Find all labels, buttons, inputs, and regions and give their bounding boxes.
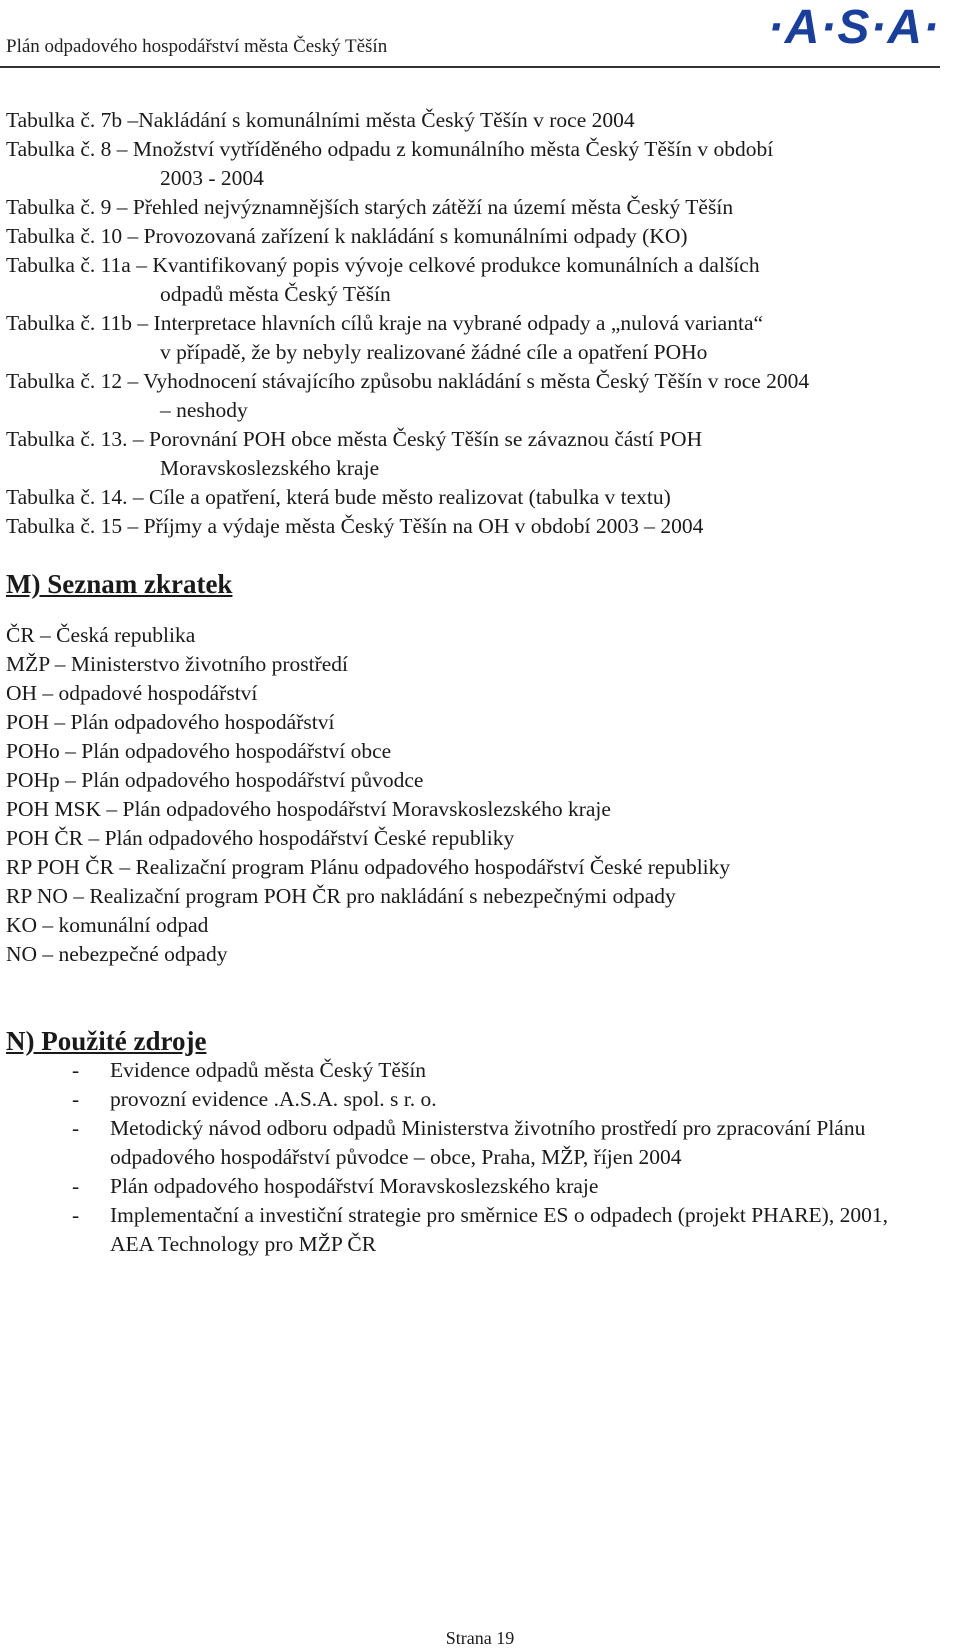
table-list-continuation: – neshody	[160, 398, 248, 422]
source-item	[6, 1201, 946, 1259]
source-item	[6, 1056, 946, 1085]
page-number: Strana 19	[445, 1628, 515, 1648]
table-list-item	[6, 425, 946, 483]
sources-heading: N) Použité zdroje	[6, 1026, 207, 1056]
abbreviation-item: ČR – Česká republika	[6, 623, 196, 647]
table-list-item	[6, 309, 946, 367]
table-list-continuation: odpadů města Český Těšín	[160, 282, 391, 306]
sources-list	[6, 1056, 946, 1259]
table-list-item	[6, 222, 946, 251]
header-divider	[0, 66, 940, 68]
table-list-item	[6, 135, 946, 193]
list-dash: -	[72, 1058, 80, 1082]
table-list-item	[6, 106, 946, 135]
abbreviation-item: KO – komunální odpad	[6, 913, 209, 937]
table-list-label: Tabulka č. 12 – Vyhodnocení stávajícího způsobu nakládání s města Český Těšín v roce 2004	[6, 369, 810, 393]
list-dash: -	[72, 1087, 80, 1111]
abbreviations-heading: M) Seznam zkratek	[6, 569, 233, 599]
source-text: Plán odpadového hospodářství Moravskoslezského kraje	[110, 1174, 599, 1198]
abbreviations-list	[6, 621, 946, 969]
table-list-label: Tabulka č. 14. – Cíle a opatření, která bude město realizovat (tabulka v textu)	[6, 485, 671, 509]
table-list-label: Tabulka č. 9 – Přehled nejvýznamnějších starých zátěží na území města Český Těšín	[6, 195, 734, 219]
table-list-item	[6, 251, 946, 309]
abbreviation-item: POH ČR – Plán odpadového hospodářství České republiky	[6, 826, 515, 850]
page-content	[6, 106, 946, 1259]
table-list-label: Tabulka č. 11b – Interpretace hlavních cílů kraje na vybrané odpady a „nulová varianta“	[6, 311, 764, 335]
table-list-label: Tabulka č. 8 – Množství vytříděného odpadu z komunálního města Český Těšín v období	[6, 137, 774, 161]
table-list-item	[6, 193, 946, 222]
abbreviation-item: RP POH ČR – Realizační program Plánu odpadového hospodářství České republiky	[6, 855, 731, 879]
table-list-label: Tabulka č. 13. – Porovnání POH obce města Český Těšín se závaznou částí POH	[6, 427, 703, 451]
abbreviation-item: POH – Plán odpadového hospodářství	[6, 710, 335, 734]
source-text: Metodický návod odboru odpadů Ministerstva životního prostředí pro zpracování Plánu odpadového hospodářství původce – obce, Praha, MŽP, říjen 2004	[110, 1116, 866, 1169]
table-list-item	[6, 483, 946, 512]
asa-logo: ·A·S·A·	[767, 1, 940, 54]
source-text: Implementační a investiční strategie pro směrnice ES o odpadech (projekt PHARE), 2001, AEA Technology pro MŽP ČR	[110, 1203, 888, 1256]
source-item	[6, 1114, 946, 1172]
source-item	[6, 1085, 946, 1114]
abbreviation-item: POH MSK – Plán odpadového hospodářství Moravskoslezského kraje	[6, 797, 611, 821]
table-list-continuation: v případě, že by nebyly realizované žádné cíle a opatření POHo	[160, 340, 708, 364]
source-text: Evidence odpadů města Český Těšín	[110, 1058, 427, 1082]
tables-list	[6, 106, 946, 541]
list-dash: -	[72, 1203, 80, 1227]
list-dash: -	[72, 1116, 80, 1140]
abbreviation-item: MŽP – Ministerstvo životního prostředí	[6, 652, 348, 676]
abbreviation-item: POHp – Plán odpadového hospodářství původce	[6, 768, 424, 792]
document-title: Plán odpadového hospodářství města Český Těšín	[6, 36, 388, 57]
table-list-item	[6, 512, 946, 541]
abbreviation-item: RP NO – Realizační program POH ČR pro nakládání s nebezpečnými odpady	[6, 884, 676, 908]
table-list-label: Tabulka č. 7b –Nakládání s komunálními města Český Těšín v roce 2004	[6, 108, 635, 132]
source-text: provozní evidence .A.S.A. spol. s r. o.	[110, 1087, 437, 1111]
table-list-label: Tabulka č. 11a – Kvantifikovaný popis vývoje celkové produkce komunálních a dalších	[6, 253, 760, 277]
abbreviation-item: POHo – Plán odpadového hospodářství obce	[6, 739, 392, 763]
source-item	[6, 1172, 946, 1201]
abbreviation-item: NO – nebezpečné odpady	[6, 942, 228, 966]
table-list-item	[6, 367, 946, 425]
table-list-label: Tabulka č. 15 – Příjmy a výdaje města Český Těšín na OH v období 2003 – 2004	[6, 514, 704, 538]
abbreviation-item: OH – odpadové hospodářství	[6, 681, 258, 705]
list-dash: -	[72, 1174, 80, 1198]
page-header	[0, 0, 960, 80]
table-list-label: Tabulka č. 10 – Provozovaná zařízení k nakládání s komunálními odpady (KO)	[6, 224, 688, 248]
table-list-continuation: Moravskoslezského kraje	[160, 456, 380, 480]
table-list-continuation: 2003 - 2004	[160, 166, 264, 190]
